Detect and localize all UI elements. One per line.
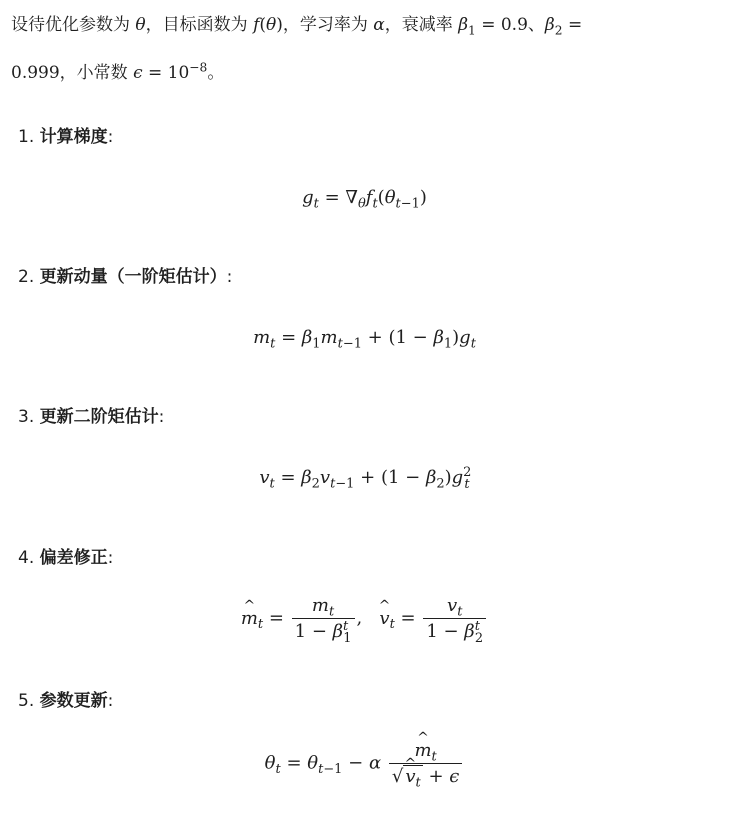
intro-line-2: 0.999，小常数 $\epsilon = 10^{-8}$。 [11, 60, 225, 83]
equation-first-moment: $m_t = \beta_1m_{t-1} + (1 - \beta_1)g_t$ [253, 327, 476, 352]
step-colon: : [226, 267, 233, 287]
step-number: 1. [18, 127, 35, 147]
step-title: 偏差修正 [39, 548, 108, 568]
equation-gradient: $g_t = \nabla_\theta f_t(\theta_{t-1})$ [302, 187, 427, 212]
step-title: 参数更新 [39, 691, 108, 711]
step-3-heading [18, 402, 164, 427]
step-colon: : [107, 691, 114, 711]
step-5-heading [18, 686, 113, 711]
equation-bias-correction: ^ $m_t$ = $\frac{m_t}{1 - \beta^t_1}$ , ^ $v_t$ = $\frac{v_t}{1 - \beta^t_2}$ [0, 595, 729, 642]
step-colon: : [107, 548, 114, 568]
intro-line-1: 设待优化参数为 θ，目标函数为 f(θ)，学习率为 α，衰减率 $\beta_1 = 0.9$、$\beta_2$ = [11, 15, 583, 38]
step-4-heading [18, 543, 113, 568]
step-1-heading [18, 122, 113, 147]
step-number: 3. [18, 407, 35, 427]
step-colon: : [107, 127, 114, 147]
step-2-heading [18, 262, 232, 287]
equation-second-moment: $v_t = \beta_2v_{t-1} + (1 - \beta_2)g^2_t$ [259, 465, 472, 492]
step-title: 计算梯度 [39, 127, 108, 147]
step-title: 更新二阶矩估计 [39, 407, 159, 427]
step-number: 2. [18, 267, 35, 287]
step-number: 5. [18, 691, 35, 711]
step-title: 更新动量（一阶矩估计） [39, 267, 227, 287]
equation-parameter-update: $\theta_t = \theta_{t-1} - \alpha$ ^ $\frac{m_t}{√\^{} v_t + \epsilon}$ [0, 740, 729, 787]
step-number: 4. [18, 548, 35, 568]
step-colon: : [158, 407, 165, 427]
